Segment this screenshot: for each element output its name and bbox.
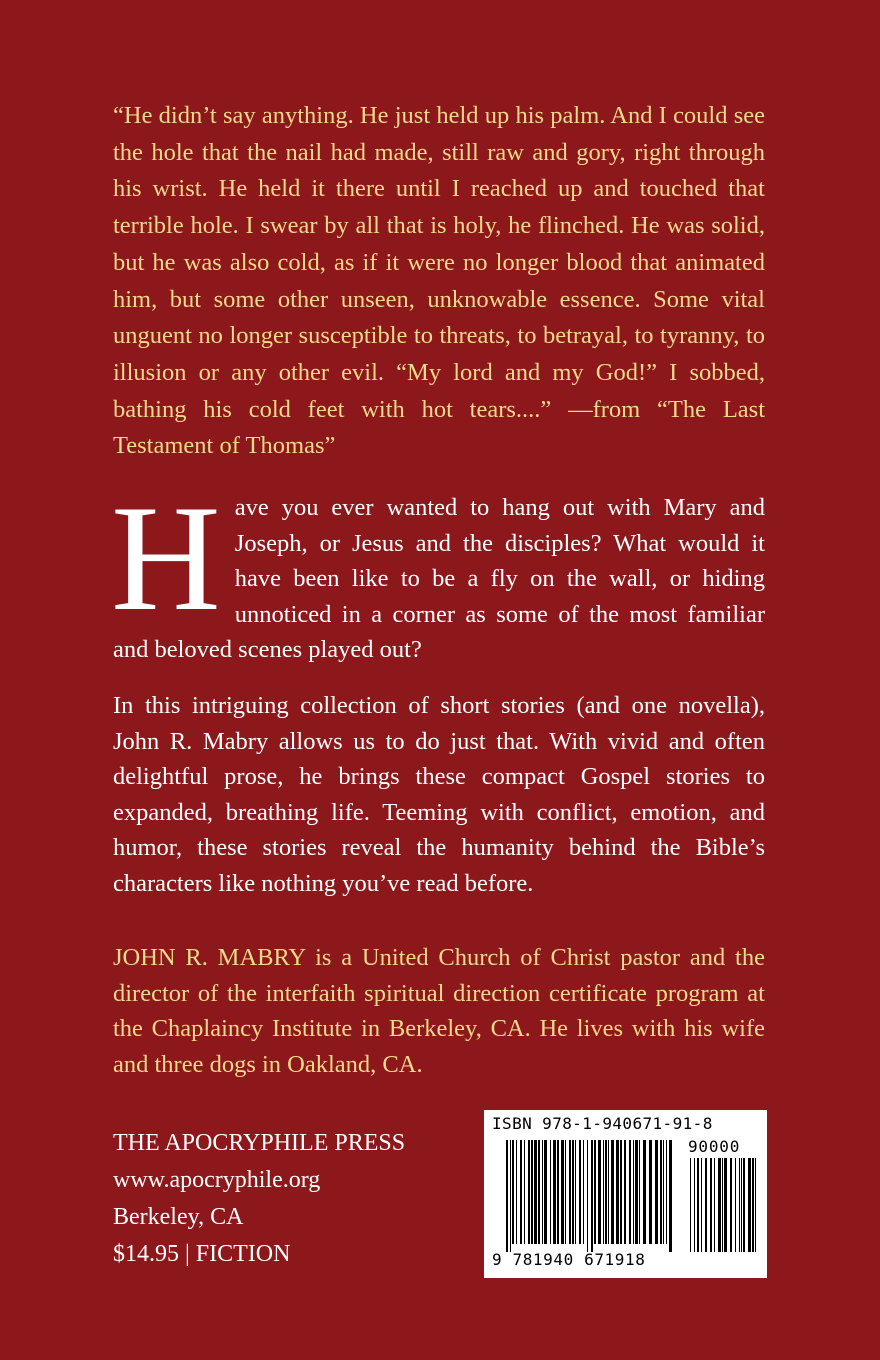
barcode-bar bbox=[722, 1158, 723, 1252]
barcode-bar bbox=[649, 1140, 652, 1244]
barcode-bar bbox=[629, 1140, 631, 1244]
barcode-bar bbox=[506, 1140, 508, 1252]
barcode-bar bbox=[605, 1140, 607, 1244]
barcode-bar bbox=[739, 1158, 740, 1252]
barcode-bar bbox=[639, 1140, 640, 1244]
barcode-bar bbox=[608, 1140, 609, 1244]
barcode-bar bbox=[663, 1140, 664, 1244]
back-cover-quote: “He didn’t say anything. He just held up his palm. And I could see the hole that the nail had made, still raw and gory, right through his wrist. He held it there until I reached up and touched that terrible hole. I swear by all that is holy, he flinched. He was solid, but he was also cold, as if it were no longer blood that animated him, but some other unseen, unknowable essence. Some vital unguent no longer susceptible to threats, to betrayal, to tyranny, to illusion or any other evil. “My lord and my God!” I sobbed, bathing his cold feet with hot tears....” —from “The Last Testament of Thomas” bbox=[113, 102, 765, 460]
barcode-bar bbox=[616, 1140, 619, 1244]
barcode-bar bbox=[755, 1158, 756, 1252]
barcode-bar bbox=[572, 1140, 574, 1244]
barcode-bar bbox=[591, 1140, 593, 1252]
publisher-location: Berkeley, CA bbox=[113, 1204, 244, 1230]
barcode-bar bbox=[743, 1158, 745, 1252]
barcode-bar bbox=[624, 1140, 626, 1244]
barcode-bar bbox=[544, 1140, 547, 1244]
barcode-bar bbox=[635, 1140, 638, 1244]
barcode-bar bbox=[730, 1158, 732, 1252]
barcode-bar bbox=[694, 1158, 695, 1252]
barcode-bar bbox=[510, 1140, 511, 1252]
barcode-bar bbox=[735, 1158, 736, 1252]
barcode-bar bbox=[569, 1140, 571, 1244]
barcode-addon-digits: 90000 bbox=[688, 1137, 741, 1156]
barcode-bar bbox=[752, 1158, 754, 1252]
barcode-bar bbox=[705, 1158, 707, 1252]
barcode-bar bbox=[697, 1158, 699, 1252]
isbn-barcode bbox=[484, 1110, 767, 1278]
barcode-bar bbox=[587, 1140, 588, 1252]
barcode-bar bbox=[542, 1140, 543, 1244]
barcode-bar bbox=[524, 1140, 525, 1244]
barcode-digits: 9 781940 671918 bbox=[492, 1250, 646, 1269]
barcode-bar bbox=[575, 1140, 576, 1244]
drop-cap-letter: H bbox=[111, 474, 221, 642]
publisher-name: THE APOCRYPHILE PRESS bbox=[113, 1130, 406, 1156]
barcode-bar bbox=[655, 1140, 658, 1244]
barcode-bar bbox=[710, 1158, 712, 1252]
barcode-bar bbox=[620, 1140, 622, 1244]
price-category: $14.95 | FICTION bbox=[113, 1241, 291, 1267]
barcode-bar bbox=[611, 1140, 614, 1244]
barcode-bar bbox=[660, 1140, 662, 1244]
publisher-block bbox=[113, 1125, 405, 1273]
barcode-bar bbox=[724, 1158, 727, 1252]
barcode-bar bbox=[701, 1158, 702, 1252]
publisher-website: www.apocryphile.org bbox=[113, 1167, 321, 1193]
barcode-bar bbox=[598, 1140, 601, 1244]
barcode-bar bbox=[553, 1140, 556, 1244]
barcode-bar bbox=[666, 1140, 667, 1244]
barcode-bar bbox=[633, 1140, 634, 1244]
barcode-bar bbox=[557, 1140, 559, 1244]
addon-barcode-bars bbox=[690, 1158, 756, 1252]
barcode-bar bbox=[603, 1140, 604, 1244]
barcode-bar bbox=[538, 1140, 540, 1244]
description-paragraph-1 bbox=[111, 474, 765, 668]
barcode-bar bbox=[520, 1140, 522, 1244]
isbn-label: ISBN 978-1-940671-91-8 bbox=[492, 1114, 713, 1133]
barcode-bar bbox=[534, 1140, 537, 1244]
barcode-bar bbox=[714, 1158, 715, 1252]
barcode-bar bbox=[561, 1140, 564, 1244]
barcode-bar bbox=[550, 1140, 551, 1244]
barcode-bar bbox=[741, 1158, 742, 1252]
barcode-bar bbox=[531, 1140, 533, 1244]
barcode-bar bbox=[748, 1158, 751, 1252]
description-paragraph-1-text: ave you ever wanted to hang out with Mary and Joseph, or Jesus and the disciples? What would it have been like to be a fly on the wall, or hiding unnoticed in a corner as some of the most familiar and beloved scenes played out? bbox=[113, 494, 765, 663]
barcode-bar bbox=[643, 1140, 646, 1244]
barcode-bar bbox=[690, 1158, 691, 1252]
main-barcode-bars bbox=[506, 1140, 672, 1252]
barcode-bar bbox=[565, 1140, 566, 1244]
barcode-bar bbox=[669, 1140, 672, 1252]
barcode-bar bbox=[579, 1140, 581, 1244]
barcode-bar bbox=[528, 1140, 530, 1244]
barcode-bar bbox=[512, 1140, 514, 1244]
description-paragraph-2: In this intriguing collection of short stories (and one novella), John R. Mabry allows us to do just that. With vivid and often delightful prose, he brings these compact Gospel stories to expanded, breathing life. Teeming with conflict, emotion, and humor, these stories reveal the humanity behind the Bible’s characters like nothing you’ve read before. bbox=[113, 692, 765, 897]
barcode-bar bbox=[718, 1158, 721, 1252]
barcode-bar bbox=[516, 1140, 517, 1244]
author-bio: JOHN R. MABRY is a United Church of Christ pastor and the director of the interfaith spiritual direction certificate program at the Chaplaincy Institute in Berkeley, CA. He lives with his wife and three dogs in Oakland, CA. bbox=[113, 944, 765, 1078]
barcode-bar bbox=[594, 1140, 596, 1244]
barcode-bar bbox=[583, 1140, 584, 1244]
